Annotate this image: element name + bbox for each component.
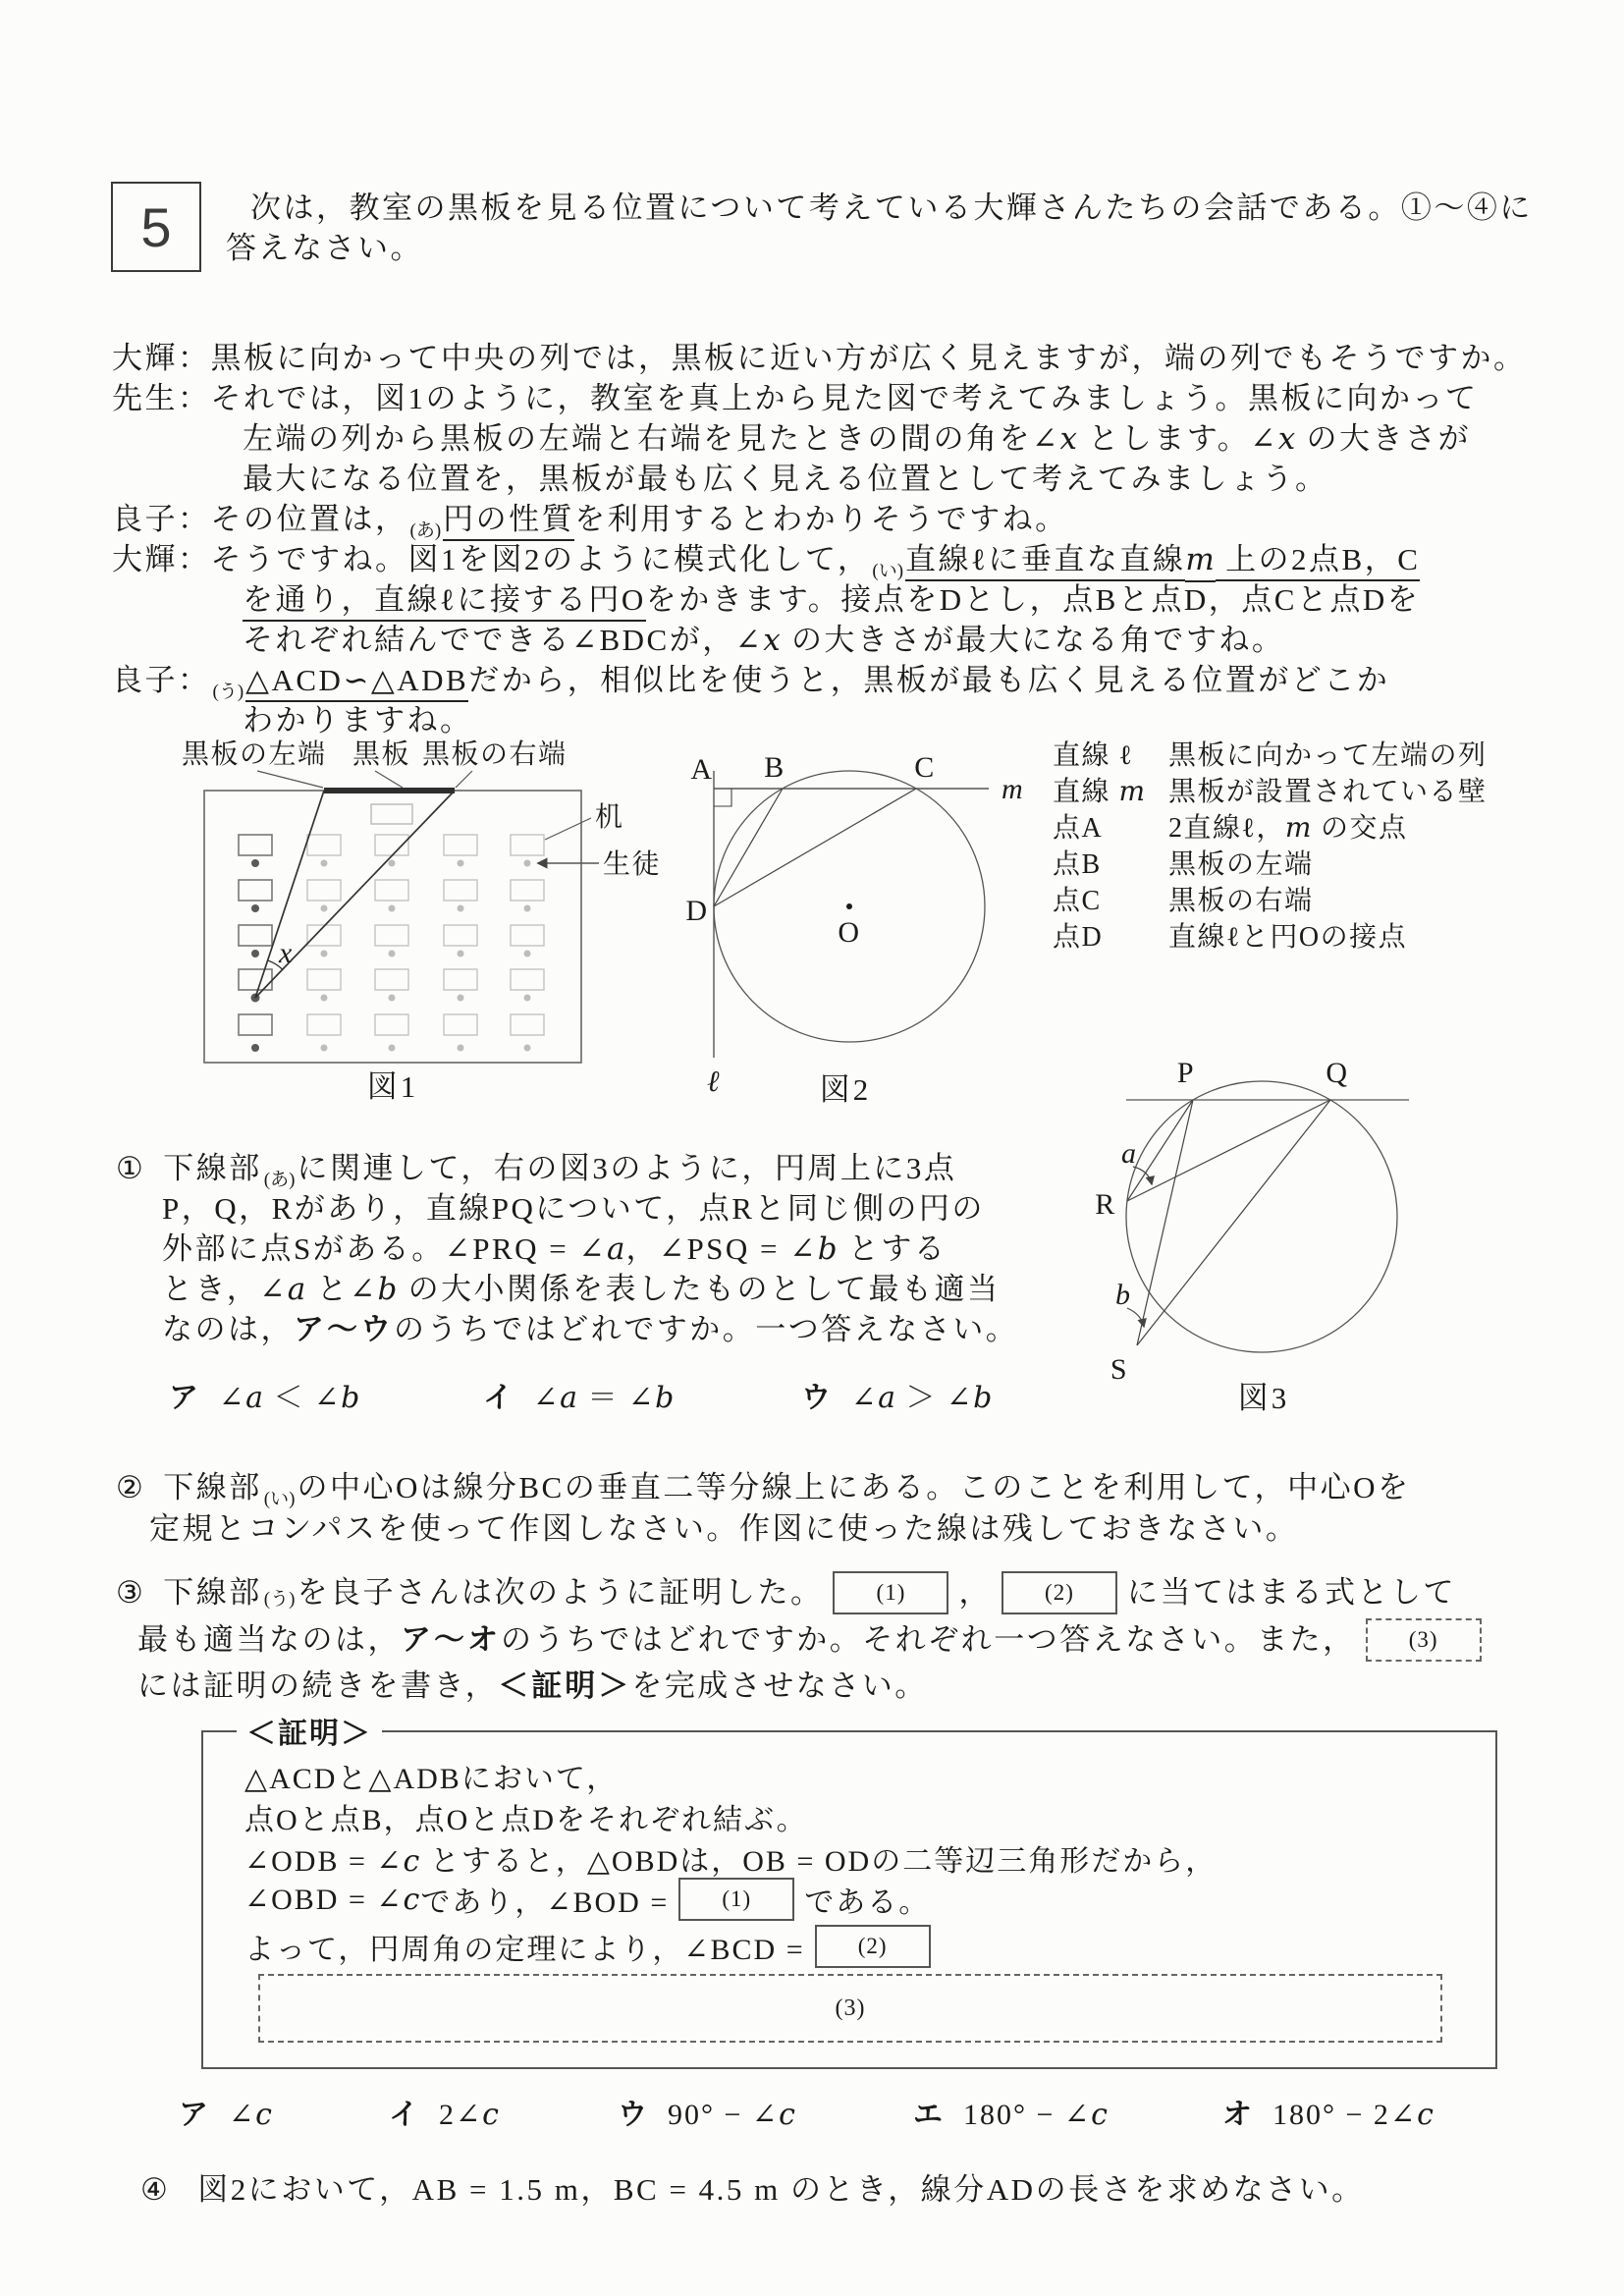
figure3-circle bbox=[1070, 1043, 1522, 1431]
italic-c: c bbox=[1091, 2098, 1109, 2132]
choice-expression bbox=[668, 2098, 796, 2132]
desk bbox=[511, 835, 544, 855]
student-dot bbox=[389, 1045, 396, 1052]
legend-term: 点C bbox=[1053, 885, 1102, 916]
q3-choice-u bbox=[618, 2090, 796, 2133]
choice-expression bbox=[963, 2098, 1109, 2132]
answer-box-3: (3) bbox=[1366, 1618, 1482, 1662]
desk bbox=[239, 835, 272, 855]
text-segment: の大きさが最大になる角ですね。 bbox=[781, 623, 1285, 657]
desk bbox=[511, 969, 544, 990]
dialogue-line-9 bbox=[112, 661, 1389, 700]
text-segment: とき，∠ bbox=[162, 1272, 288, 1306]
point-q-label: Q bbox=[1326, 1057, 1349, 1089]
student-dot bbox=[389, 995, 396, 1002]
proof-line-2: 点Oと点B，点Oと点Dをそれぞれ結ぶ。 bbox=[244, 1804, 808, 1836]
text-segment: ＝ ∠ bbox=[578, 1382, 656, 1414]
choice-expression bbox=[1272, 2098, 1435, 2132]
text-segment: なのは， bbox=[162, 1312, 294, 1346]
q3-line-3 bbox=[137, 1667, 928, 1706]
text-segment: を良子さんは次のように証明した。 bbox=[297, 1574, 824, 1610]
q1-choice-u bbox=[801, 1373, 993, 1416]
text-segment: 大輝：そうですね。図1を図2のように模式化して， bbox=[112, 542, 871, 576]
choice-label: ア bbox=[169, 1382, 201, 1414]
italic-b: b bbox=[377, 1272, 399, 1307]
student-dot bbox=[321, 905, 328, 912]
segment-rq bbox=[1127, 1100, 1330, 1201]
text-segment: 最も適当なのは， bbox=[137, 1621, 401, 1657]
ref-mark-i: (い) bbox=[263, 1489, 296, 1509]
q1-choice-i bbox=[483, 1373, 675, 1416]
text-segment: のうちではどれですか。それぞれ一つ答えなさい。また， bbox=[501, 1621, 1356, 1657]
student-dot bbox=[458, 905, 464, 912]
italic-c: c bbox=[403, 1882, 421, 1917]
legend-row bbox=[1053, 807, 1488, 844]
desk bbox=[444, 1014, 477, 1035]
desk bbox=[375, 835, 408, 855]
text-segment: ， bbox=[958, 1574, 992, 1610]
right-angle-mark bbox=[714, 789, 731, 806]
text-segment: 2∠ bbox=[439, 2099, 483, 2131]
choice-label: イ bbox=[389, 2099, 421, 2131]
text-segment: ∠OBD = ∠ bbox=[244, 1883, 404, 1916]
proof-box bbox=[201, 1718, 1497, 2069]
q1-line-1 bbox=[116, 1149, 956, 1188]
dialogue-line-10: わかりますね。 bbox=[243, 703, 473, 738]
center-dot bbox=[846, 903, 852, 909]
student-dot bbox=[524, 951, 531, 957]
dialogue-line-4: 最大になる位置を，黒板が最も広く見える位置として考えてみましょう。 bbox=[243, 462, 1328, 496]
legend-desc: 黒板の右端 bbox=[1168, 885, 1314, 916]
text-segment: に関連して，右の図3のように，円周上に3点 bbox=[297, 1151, 957, 1185]
text-segment: 左端の列から黒板の左端と右端を見たときの間の角を∠ bbox=[243, 421, 1060, 456]
legend-desc: 黒板が設置されている壁 bbox=[1168, 776, 1488, 807]
proof-line-3 bbox=[244, 1836, 1217, 1880]
underlined-text: 直線ℓに垂直な直線 bbox=[905, 542, 1185, 581]
choice-expression bbox=[533, 1373, 675, 1416]
student-dot bbox=[321, 951, 328, 957]
italic-c: c bbox=[482, 2098, 500, 2132]
q1-line-5 bbox=[162, 1310, 1018, 1349]
choice-label: ウ bbox=[801, 1382, 834, 1414]
legend-desc: 黒板の左端 bbox=[1168, 848, 1314, 880]
text-segment: とします。∠ bbox=[1077, 421, 1278, 456]
legend-desc: 直線ℓと円Oの接点 bbox=[1168, 921, 1408, 953]
text-segment: 下線部 bbox=[163, 1151, 262, 1185]
text-segment: を完成させなさい。 bbox=[631, 1668, 928, 1703]
ref-mark-u: (う) bbox=[212, 682, 244, 702]
underlined-text: を通り，直線ℓに接する円O bbox=[243, 582, 646, 622]
italic-b: b bbox=[341, 1381, 361, 1415]
desk-grid bbox=[307, 835, 544, 1035]
q3-choice-i bbox=[389, 2090, 500, 2133]
legend-row bbox=[1053, 880, 1488, 916]
student-dots-left-column bbox=[251, 859, 260, 1052]
text-segment: をかきます。接点をDとし，点Bと点D，点Cと点Dを bbox=[645, 582, 1421, 617]
text-segment: 図2において，AB = 1.5 m，BC = 4.5 m のとき，線分ADの長さを求めなさい。 bbox=[197, 2172, 1365, 2207]
text-segment: ∠ODB = ∠ bbox=[244, 1845, 404, 1878]
answer-box-2: (2) bbox=[1001, 1571, 1117, 1614]
desk bbox=[511, 880, 544, 901]
legend-term: 点A bbox=[1053, 812, 1104, 844]
italic-m: m bbox=[1185, 542, 1215, 582]
italic-m: m bbox=[1284, 810, 1313, 844]
text-segment: 下線部 bbox=[163, 1574, 262, 1610]
header-line-2: 答えなさい。 bbox=[226, 231, 423, 265]
desk bbox=[511, 925, 544, 946]
student-dot bbox=[458, 951, 464, 957]
text-segment: ＞ ∠ bbox=[896, 1382, 974, 1414]
angle-a-label: a bbox=[1121, 1137, 1138, 1170]
figure2-circle bbox=[677, 732, 1041, 1124]
student-label: 生徒 bbox=[603, 849, 662, 880]
text-segment: の中心Oは線分BCの垂直二等分線上にある。このことを利用して，中心Oを bbox=[297, 1470, 1411, 1504]
underlined-text: 上の2点B，C bbox=[1216, 542, 1421, 581]
q3-line-2 bbox=[137, 1615, 1491, 1665]
text-segment: には証明の続きを書き， bbox=[137, 1668, 499, 1703]
text-segment: の大小関係を表したものとして最も適当 bbox=[398, 1272, 1001, 1306]
proof-title-ref: ＜証明＞ bbox=[498, 1668, 632, 1703]
point-d-label: D bbox=[685, 895, 709, 927]
choice-label: エ bbox=[913, 2099, 946, 2131]
italic-c: c bbox=[1417, 2098, 1435, 2132]
text-segment: とする bbox=[838, 1231, 947, 1266]
student-dots bbox=[321, 860, 531, 1052]
text-segment: ∠ bbox=[229, 2099, 256, 2131]
q3-line-1 bbox=[116, 1568, 1456, 1617]
choice-range-label: ア～ウ bbox=[294, 1312, 394, 1346]
q2-line-2: 定規とコンパスを使って作図しなさい。作図に使った線は残しておきなさい。 bbox=[149, 1511, 1299, 1546]
header-line-1: 次は，教室の黒板を見る位置について考えている大輝さんたちの会話である。①～④に bbox=[250, 191, 1533, 225]
choice-expression bbox=[439, 2098, 500, 2132]
answer-box-1: (1) bbox=[833, 1571, 948, 1614]
q1-choice-a bbox=[169, 1373, 360, 1416]
text-segment: を利用するとわかりそうですね。 bbox=[574, 502, 1068, 536]
choice-range-label: ア～オ bbox=[401, 1621, 501, 1657]
dialogue-line-7 bbox=[243, 580, 1420, 620]
choice-expression bbox=[851, 1373, 993, 1416]
text-segment: 90° − ∠ bbox=[668, 2099, 780, 2131]
desk bbox=[239, 1014, 272, 1035]
student-dot bbox=[321, 995, 328, 1002]
student-dot bbox=[524, 860, 531, 867]
board-label: 黒板 bbox=[352, 739, 411, 770]
desk bbox=[375, 969, 408, 990]
desk bbox=[511, 1014, 544, 1035]
dialogue-line-8 bbox=[243, 621, 1284, 660]
leader-line bbox=[375, 771, 403, 788]
problem-number: 5 bbox=[140, 195, 172, 258]
q4-number: ④ bbox=[140, 2172, 171, 2207]
student-dot bbox=[524, 1045, 531, 1052]
desk bbox=[307, 835, 341, 855]
text-segment: である。 bbox=[804, 1886, 931, 1919]
proof-answer-box-3: (3) bbox=[258, 1974, 1442, 2043]
italic-c: c bbox=[779, 2098, 796, 2132]
italic-b: b bbox=[817, 1231, 839, 1267]
dialogue-line-1: 大輝：黒板に向かって中央の列では，黒板に近い方が広く見えますが，端の列でもそうですか。 bbox=[112, 341, 1527, 375]
proof-line-4 bbox=[244, 1876, 930, 1923]
italic-a: a bbox=[287, 1272, 307, 1307]
figure3-caption: 図3 bbox=[1237, 1381, 1290, 1415]
student-dot bbox=[458, 1045, 464, 1052]
leader-line bbox=[456, 771, 472, 788]
text-segment: のうちではどれですか。一つ答えなさい。 bbox=[394, 1312, 1019, 1346]
text-segment: 180° − ∠ bbox=[963, 2099, 1092, 2131]
ref-mark-i: (い) bbox=[872, 561, 904, 581]
desk bbox=[239, 880, 272, 901]
problem-number-box bbox=[111, 182, 201, 272]
text-segment: ∠ bbox=[533, 1382, 561, 1414]
q3-choice-a bbox=[179, 2090, 273, 2133]
desk bbox=[444, 835, 477, 855]
board-left-label: 黒板の左端 bbox=[182, 739, 327, 770]
q3-choice-e bbox=[913, 2090, 1109, 2133]
legend-term bbox=[1053, 770, 1168, 809]
desk bbox=[444, 925, 477, 946]
student-dot bbox=[389, 905, 396, 912]
text-segment: ∠ bbox=[219, 1382, 246, 1414]
italic-c: c bbox=[255, 2098, 273, 2132]
choice-expression bbox=[229, 2098, 273, 2132]
proof-answer-box-2: (2) bbox=[815, 1925, 931, 1968]
text-segment: 2直線ℓ， bbox=[1168, 812, 1285, 844]
italic-c: c bbox=[403, 1844, 421, 1879]
desk bbox=[307, 925, 341, 946]
text-segment: だから，相似比を使うと，黒板が最も広く見える位置がどこか bbox=[468, 663, 1390, 697]
student-dot bbox=[389, 860, 396, 867]
ref-mark-a: (あ) bbox=[263, 1170, 296, 1190]
text-segment: 下線部 bbox=[163, 1470, 262, 1504]
dialogue-line-5 bbox=[112, 500, 1068, 539]
text-segment: 外部に点Sがある。∠PRQ = ∠ bbox=[162, 1231, 607, 1266]
chord-dc bbox=[714, 789, 916, 906]
board-right-label: 黒板の右端 bbox=[422, 739, 568, 770]
q1-line-4 bbox=[162, 1270, 1001, 1309]
italic-b: b bbox=[655, 1381, 676, 1415]
text-segment: ∠ bbox=[851, 1382, 879, 1414]
point-p-label: P bbox=[1176, 1057, 1196, 1089]
legend-desc bbox=[1168, 806, 1408, 846]
text-segment: の大きさが bbox=[1296, 421, 1471, 456]
legend-term: 直線 ℓ bbox=[1053, 739, 1134, 771]
desk bbox=[444, 969, 477, 990]
desk bbox=[375, 880, 408, 901]
italic-b: b bbox=[973, 1381, 994, 1415]
text-segment: 180° − 2∠ bbox=[1272, 2099, 1418, 2131]
legend-row bbox=[1053, 771, 1488, 807]
desk-label: 机 bbox=[595, 802, 624, 833]
classroom-outline bbox=[204, 791, 581, 1063]
angle-x-label: x bbox=[279, 937, 294, 969]
ref-mark-u: (う) bbox=[263, 1588, 296, 1610]
desk bbox=[307, 1014, 341, 1035]
legend-row bbox=[1053, 916, 1488, 953]
italic-a: a bbox=[606, 1231, 626, 1267]
figure1-classroom bbox=[108, 732, 677, 1124]
choice-label: ア bbox=[179, 2099, 211, 2131]
choice-label: イ bbox=[483, 1382, 515, 1414]
point-r-label: R bbox=[1095, 1188, 1116, 1221]
italic-a: a bbox=[878, 1381, 897, 1415]
choice-label: オ bbox=[1222, 2099, 1255, 2131]
text-segment: とすると，△OBDは，OB = ODの二等辺三角形だから， bbox=[420, 1845, 1218, 1878]
figure2-legend bbox=[1053, 735, 1488, 953]
text-segment: ＜ ∠ bbox=[264, 1382, 342, 1414]
italic-x: x bbox=[1277, 421, 1297, 457]
figure2-caption: 図2 bbox=[819, 1072, 872, 1107]
q3-choice-o bbox=[1222, 2090, 1435, 2133]
leader-line bbox=[545, 818, 591, 840]
underlined-text: △ACD∽△ADB bbox=[245, 663, 468, 702]
legend-term: 点B bbox=[1053, 848, 1102, 880]
leader-line bbox=[257, 771, 323, 788]
text-segment: それぞれ結んでできる∠BDCが，∠ bbox=[243, 623, 764, 657]
point-c-label: C bbox=[914, 751, 936, 784]
center-o-label: O bbox=[838, 916, 861, 949]
q1-line-2: P，Q，Rがあり，直線PQについて，点Rと同じ側の円の bbox=[162, 1191, 985, 1226]
segment-sp bbox=[1137, 1100, 1193, 1345]
figure1-caption: 図1 bbox=[366, 1069, 419, 1104]
ref-mark-a: (あ) bbox=[409, 520, 442, 541]
student-dot bbox=[458, 995, 464, 1002]
line-m-label: m bbox=[1001, 773, 1025, 805]
student-dot bbox=[524, 905, 531, 912]
speaker-label: 良子： bbox=[112, 663, 211, 697]
segment-sq bbox=[1137, 1100, 1330, 1345]
student-dot bbox=[251, 904, 259, 912]
desk bbox=[375, 925, 408, 946]
italic-a: a bbox=[560, 1381, 579, 1415]
student-dot bbox=[321, 860, 328, 867]
student-dot bbox=[251, 950, 259, 957]
student-dot bbox=[251, 859, 259, 867]
q2-line-1 bbox=[116, 1468, 1410, 1507]
teacher-desk bbox=[371, 804, 412, 824]
italic-m: m bbox=[1118, 774, 1147, 807]
italic-x: x bbox=[763, 623, 782, 658]
dialogue-line-3 bbox=[243, 419, 1471, 459]
desk bbox=[307, 969, 341, 990]
line-l-label: ℓ bbox=[707, 1066, 721, 1098]
proof-line-5 bbox=[244, 1923, 941, 1970]
italic-x: x bbox=[1059, 421, 1078, 457]
legend-row bbox=[1053, 844, 1488, 880]
student-dot bbox=[524, 995, 531, 1002]
choice-label: ウ bbox=[618, 2099, 650, 2131]
desk bbox=[375, 1014, 408, 1035]
q2-number: ② bbox=[116, 1470, 146, 1504]
text-segment: の交点 bbox=[1312, 812, 1408, 844]
q1-number: ① bbox=[116, 1151, 146, 1185]
q1-line-3 bbox=[162, 1230, 947, 1269]
legend-desc: 黒板に向かって左端の列 bbox=[1168, 739, 1488, 771]
text-segment: に当てはまる式として bbox=[1126, 1574, 1456, 1610]
italic-a: a bbox=[245, 1381, 265, 1415]
point-s-label: S bbox=[1110, 1353, 1129, 1386]
desk bbox=[444, 880, 477, 901]
q3-number: ③ bbox=[116, 1574, 146, 1610]
text-segment: ，∠PSQ = ∠ bbox=[625, 1231, 818, 1266]
text-segment: よって，円周角の定理により，∠BCD = bbox=[244, 1934, 805, 1966]
desk bbox=[307, 880, 341, 901]
text-segment: であり，∠BOD = bbox=[420, 1886, 670, 1919]
proof-line-1: △ACDと△ADBにおいて， bbox=[244, 1763, 619, 1795]
q4-line bbox=[140, 2170, 1365, 2210]
proof-answer-box-1: (1) bbox=[678, 1878, 794, 1921]
dialogue-line-2: 先生：それでは，図1のように，教室を真上から見た図で考えてみましょう。黒板に向かって bbox=[112, 381, 1479, 415]
point-a-label: A bbox=[690, 753, 714, 786]
student-dot bbox=[251, 1044, 259, 1052]
legend-row bbox=[1053, 735, 1488, 771]
angle-b-label: b bbox=[1115, 1279, 1132, 1311]
proof-title: ＜証明＞ bbox=[237, 1709, 382, 1752]
underlined-text: 円の性質 bbox=[443, 502, 574, 541]
student-dot bbox=[321, 1045, 328, 1052]
desk bbox=[239, 925, 272, 946]
student-dot bbox=[389, 951, 396, 957]
legend-term: 点D bbox=[1053, 921, 1104, 953]
text-segment: 良子：その位置は， bbox=[112, 502, 408, 536]
text-segment: 直線 bbox=[1053, 776, 1119, 807]
dialogue-line-6 bbox=[112, 540, 1420, 579]
student-dot bbox=[458, 860, 464, 867]
point-b-label: B bbox=[764, 751, 785, 784]
choice-expression bbox=[219, 1373, 360, 1416]
text-segment: と∠ bbox=[306, 1272, 378, 1306]
